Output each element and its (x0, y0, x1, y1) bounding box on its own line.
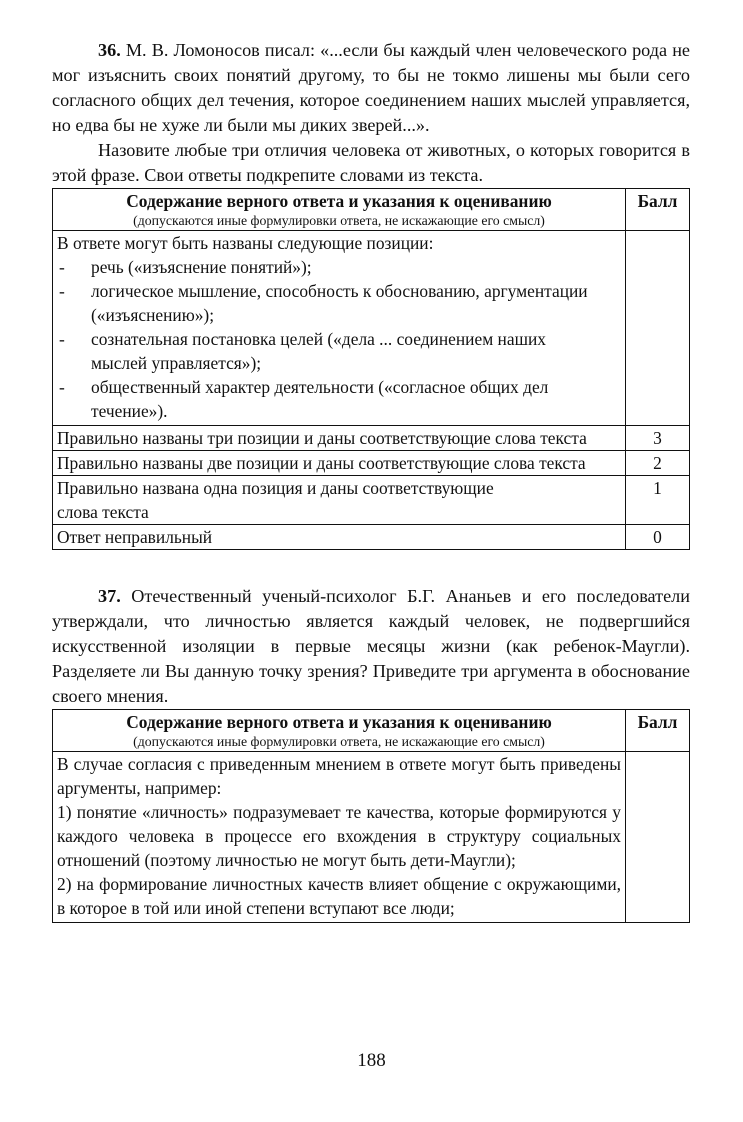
header-score-label: Балл (637, 712, 678, 732)
criterion-cell: Ответ неправильный (53, 525, 626, 550)
header-subtitle: (допускаются иные формулировки ответа, не искажающие его смысл) (133, 734, 545, 749)
answer-content-cell (53, 231, 626, 426)
list-item: - речь («изъяснение понятий»); (57, 255, 621, 279)
table-row (53, 476, 690, 525)
criterion-cell: Правильно названа одна позиция и даны соответствующие слова текста (53, 476, 626, 525)
answer-intro: В случае согласия с приведенным мнением в ответе могут быть приведены аргументы, например: (57, 754, 621, 798)
table-row (53, 451, 690, 476)
section-gap (52, 550, 690, 584)
table-header-score (626, 710, 690, 752)
table-header-content (53, 710, 626, 752)
table-row (53, 231, 690, 426)
header-score-label: Балл (637, 191, 678, 211)
question-37-text (52, 584, 690, 709)
score-cell: 1 (626, 476, 690, 525)
criterion-cell: Правильно названы три позиции и даны соответствующие слова текста (53, 426, 626, 451)
question-36-task: Назовите любые три отличия человека от животных, о которых говорится в этой фразе. Свои ответы подкрепите словами из текста. (52, 140, 690, 185)
answer-list (57, 255, 621, 423)
score-cell: 0 (626, 525, 690, 550)
table-header-content (53, 189, 626, 231)
question-36-quote: М. В. Ломоносов писал: «...если бы каждый член человеческого рода не мог изъяснить своих понятий другому, то бы не токмо лишены мы были сего согласного общих дел течения, которое соединением наших мыслей управляется, но едва бы не хуже ли были мы диких зверей...». (52, 40, 690, 135)
page-number: 188 (357, 1050, 386, 1071)
question-36-text (52, 38, 690, 138)
header-title: Содержание верного ответа и указания к оцениванию (126, 191, 552, 211)
table-row (53, 426, 690, 451)
score-cell-empty (626, 231, 690, 426)
page-content (52, 38, 690, 923)
table-row (53, 525, 690, 550)
list-item: - логическое мышление, способность к обоснованию, аргументации («изъяснению»); (57, 279, 621, 327)
score-cell-empty (626, 752, 690, 923)
header-title: Содержание верного ответа и указания к оцениванию (126, 712, 552, 732)
table-header-score (626, 189, 690, 231)
answer-intro: В ответе могут быть названы следующие позиции: (57, 233, 434, 253)
table-row (53, 752, 690, 923)
answer-table-36 (52, 188, 690, 550)
question-37-number: 37. (98, 586, 121, 606)
table-header-row (53, 189, 690, 231)
score-cell: 3 (626, 426, 690, 451)
table-header-row (53, 710, 690, 752)
answer-content-cell (53, 752, 626, 923)
question-37-statement: Отечественный ученый-психолог Б.Г. Ананьев и его последователи утверждали, что личностью является каждый человек, не подвергшийся искусственной изоляции в первые месяцы жизни (как ребенок-Маугли). Разделяете ли Вы данную точку зрения? Приведите три аргумента в обоснование своего мнения. (52, 586, 690, 706)
list-item: 1) понятие «личность» подразумевает те качества, которые формируются у каждого человека в процессе его вхождения в структуру социальных отношений (поэтому личностью не могут быть дети-Маугли); (57, 802, 621, 870)
list-item: 2) на формирование личностных качеств влияет общение с окружающими, в которое в той или иной степени вступают все люди; (57, 874, 621, 918)
list-item: - общественный характер деятельности («согласное общих дел течение»). (57, 375, 621, 423)
score-cell: 2 (626, 451, 690, 476)
criterion-cell: Правильно названы две позиции и даны соответствующие слова текста (53, 451, 626, 476)
question-36-number: 36. (98, 40, 121, 60)
header-subtitle: (допускаются иные формулировки ответа, не искажающие его смысл) (133, 213, 545, 228)
answer-table-37 (52, 709, 690, 923)
list-item: - сознательная постановка целей («дела ... соединением наших мыслей управляется»); (57, 327, 621, 375)
